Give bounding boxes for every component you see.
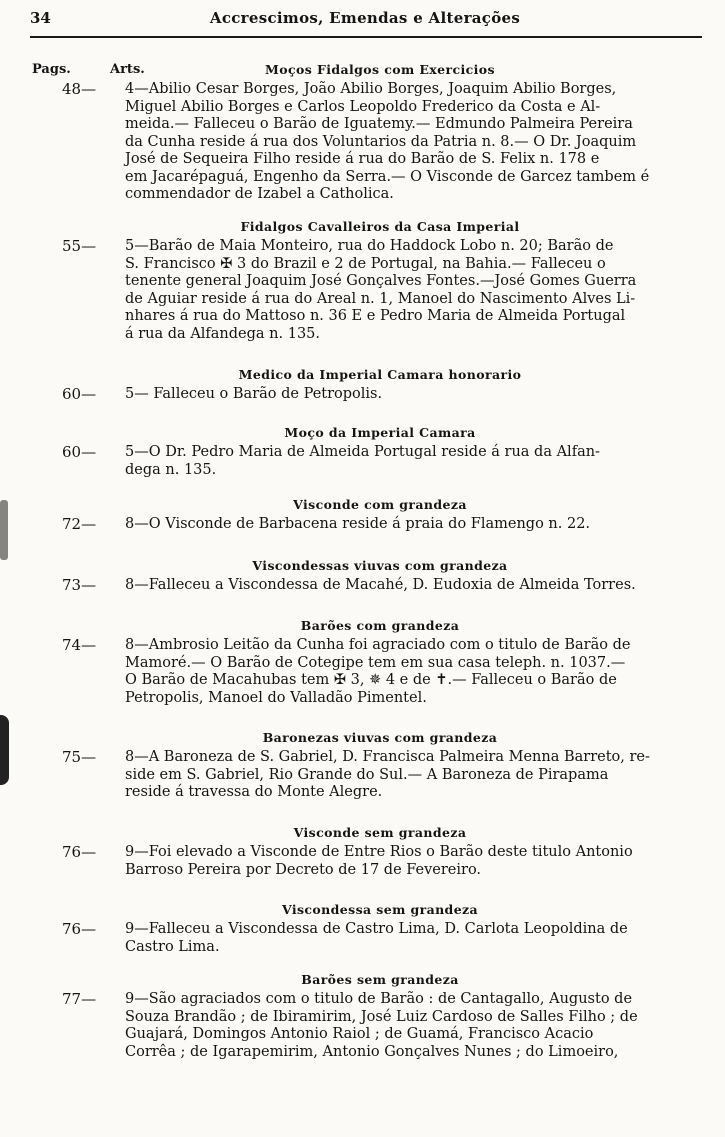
entry-line: dega n. 135. bbox=[125, 461, 217, 478]
section-title: Visconde sem grandeza bbox=[293, 825, 467, 840]
section-title: Moço da Imperial Camara bbox=[284, 425, 476, 440]
column-header-arts: Arts. bbox=[110, 62, 145, 77]
entry-line: José de Sequeira Filho reside á rua do Barão de S. Felix n. 178 e bbox=[125, 151, 600, 167]
section-title: Fidalgos Cavalleiros da Casa Imperial bbox=[240, 219, 520, 234]
entry-line: S. Francisco ✠ 3 do Brazil e 2 de Portugal, na Bahia.— Falleceu o bbox=[125, 255, 606, 272]
page-reference: 73— bbox=[62, 576, 97, 594]
page-reference: 55— bbox=[62, 237, 97, 255]
entry-line: 9—Falleceu a Viscondessa de Castro Lima, D. Carlota Leopoldina de bbox=[125, 921, 628, 937]
entry-line: de Aguiar reside á rua do Areal n. 1, Manoel do Nascimento Alves Li- bbox=[125, 290, 636, 307]
page-reference: 74— bbox=[62, 636, 97, 654]
section-title: Viscondessa sem grandeza bbox=[281, 902, 479, 917]
page-reference: 48— bbox=[62, 80, 97, 98]
entry-line: reside á travessa do Monte Alegre. bbox=[125, 784, 383, 800]
entry-line: 9—Foi elevado a Visconde de Entre Rios o Barão deste titulo Antonio bbox=[125, 844, 633, 860]
section-entry bbox=[125, 637, 680, 707]
entry-line: nhares á rua do Mattoso n. 36 E e Pedro Maria de Almeida Portugal bbox=[125, 308, 626, 324]
entry-line: 8—A Baroneza de S. Gabriel, D. Francisca Palmeira Menna Barreto, re- bbox=[125, 749, 650, 765]
section-title: Medico da Imperial Camara honorario bbox=[238, 367, 522, 382]
page-reference: 76— bbox=[62, 843, 97, 861]
section-title: Barões sem grandeza bbox=[301, 972, 459, 987]
section-title: Viscondessas viuvas com grandeza bbox=[252, 558, 508, 573]
page-reference: 60— bbox=[62, 385, 97, 403]
scan-mark bbox=[0, 715, 9, 785]
section-entry bbox=[125, 991, 680, 1061]
entry-line: Mamoré.— O Barão de Cotegipe tem em sua casa teleph. n. 1037.— bbox=[125, 654, 626, 671]
entry-line: tenente general Joaquim José Gonçalves Fontes.—José Gomes Guerra bbox=[125, 273, 637, 289]
entry-line: O Barão de Macahubas tem ✠ 3, ✵ 4 e de ✝.— Falleceu o Barão de bbox=[125, 672, 617, 688]
section-entry bbox=[125, 516, 680, 534]
entry-line: da Cunha reside á rua dos Voluntarios da Patria n. 8.— O Dr. Joaquim bbox=[125, 133, 637, 150]
page-number: 34 bbox=[30, 9, 51, 27]
entry-line: á rua da Alfandega n. 135. bbox=[125, 325, 321, 342]
section-entry bbox=[125, 921, 680, 956]
page-reference: 76— bbox=[62, 920, 97, 938]
entry-line: 8—Ambrosio Leitão da Cunha foi agraciado com o titulo de Barão de bbox=[125, 637, 631, 653]
entry-line: 9—São agraciados com o titulo de Barão : de Cantagallo, Augusto de bbox=[125, 991, 633, 1007]
section-entry bbox=[125, 238, 680, 343]
page-header bbox=[30, 9, 700, 33]
section-title: Visconde com grandeza bbox=[293, 497, 467, 512]
entry-line: 5—Barão de Maia Monteiro, rua do Haddock Lobo n. 20; Barão de bbox=[125, 238, 614, 254]
entry-line: Corrêa ; de Igarapemirim, Antonio Gonçalves Nunes ; do Limoeiro, bbox=[125, 1043, 619, 1060]
page-reference: 75— bbox=[62, 748, 97, 766]
page-reference: 72— bbox=[62, 515, 97, 533]
entry-line: meida.— Falleceu o Barão de Iguatemy.— Edmundo Palmeira Pereira bbox=[125, 116, 633, 132]
entry-line: Souza Brandão ; de Ibiramirim, José Luiz Cardoso de Salles Filho ; de bbox=[125, 1008, 638, 1025]
section-title: Baronezas viuvas com grandeza bbox=[262, 730, 498, 745]
entry-line: Guajará, Domingos Antonio Raiol ; de Guamá, Francisco Acacio bbox=[125, 1026, 594, 1042]
page-reference: 60— bbox=[62, 443, 97, 461]
section-title: Moços Fidalgos com Exercicios bbox=[265, 62, 495, 77]
section-entry bbox=[125, 81, 680, 204]
entry-line: Barroso Pereira por Decreto de 17 de Fevereiro. bbox=[125, 861, 482, 878]
section-entry bbox=[125, 844, 680, 879]
entry-line: 8—Falleceu a Viscondessa de Macahé, D. Eudoxia de Almeida Torres. bbox=[125, 577, 636, 593]
section-entry bbox=[125, 749, 680, 802]
header-rule bbox=[30, 36, 702, 38]
entry-line: Miguel Abilio Borges e Carlos Leopoldo Frederico da Costa e Al- bbox=[125, 98, 601, 115]
section-title: Barões com grandeza bbox=[300, 618, 460, 633]
entry-line: commendador de Izabel a Catholica. bbox=[125, 186, 394, 202]
entry-line: 4—Abilio Cesar Borges, João Abilio Borges, Joaquim Abilio Borges, bbox=[125, 81, 617, 97]
entry-line: 5— Falleceu o Barão de Petropolis. bbox=[125, 386, 383, 402]
running-title: Accrescimos, Emendas e Alterações bbox=[209, 9, 521, 27]
entry-line: side em S. Gabriel, Rio Grande do Sul.— A Baroneza de Pirapama bbox=[125, 766, 609, 783]
entry-line: em Jacarépaguá, Engenho da Serra.— O Visconde de Garcez tambem é bbox=[125, 168, 650, 185]
entry-line: Castro Lima. bbox=[125, 938, 220, 955]
section-entry bbox=[125, 577, 680, 595]
page-reference: 77— bbox=[62, 990, 97, 1008]
entry-line: 5—O Dr. Pedro Maria de Almeida Portugal reside á rua da Alfan- bbox=[125, 444, 600, 460]
section-entry bbox=[125, 386, 680, 404]
column-header-pags: Pags. bbox=[32, 62, 71, 77]
scan-mark bbox=[0, 500, 8, 560]
entry-line: 8—O Visconde de Barbacena reside á praia do Flamengo n. 22. bbox=[125, 516, 591, 532]
entry-line: Petropolis, Manoel do Valladão Pimentel. bbox=[125, 689, 427, 706]
section-entry bbox=[125, 444, 680, 479]
